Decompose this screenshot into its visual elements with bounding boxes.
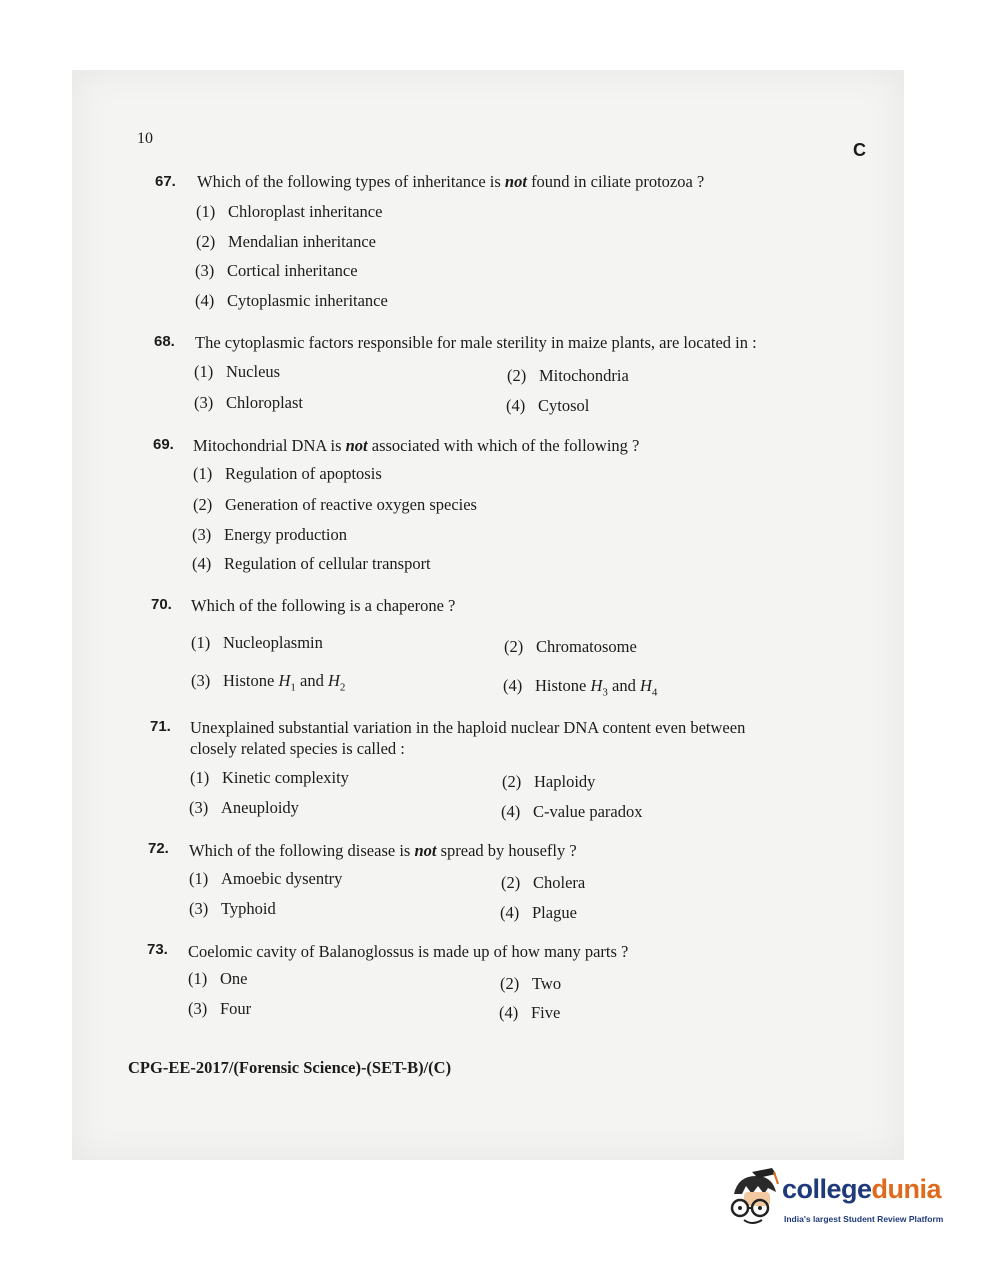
question-number: 67. [155, 173, 176, 190]
option: (4) C-value paradox [501, 802, 643, 821]
option: (3) Energy production [192, 525, 347, 544]
question-number: 71. [150, 718, 171, 735]
question-text: Mitochondrial DNA is not associated with which of the following ? [193, 436, 640, 455]
question-text: Coelomic cavity of Balanoglossus is made up of how many parts ? [188, 942, 629, 961]
question-text-line1: Unexplained substantial variation in the haploid nuclear DNA content even between [190, 718, 746, 737]
set-code: C [853, 140, 866, 160]
option: (3) Typhoid [189, 899, 276, 918]
option: (3) Cortical inheritance [195, 261, 358, 280]
option: (4) Regulation of cellular transport [192, 554, 431, 573]
option: (3) Aneuploidy [189, 798, 299, 817]
option: (1) Nucleoplasmin [191, 633, 323, 652]
footer-code: CPG-EE-2017/(Forensic Science)-(SET-B)/(C) [128, 1058, 452, 1077]
option: (1) Nucleus [194, 362, 281, 381]
option: (4) Histone $H_3$ and $H_4$ [503, 676, 658, 699]
option: (1) Kinetic complexity [190, 768, 349, 787]
option: (4) Plague [500, 903, 577, 922]
option: (3) Histone $H_1$ and $H_2$ [191, 671, 346, 694]
option: (4) Five [499, 1003, 561, 1022]
question-number: 68. [154, 333, 175, 350]
question-text: Which of the following disease is not spread by housefly ? [189, 841, 577, 860]
option: (2) Mendalian inheritance [196, 232, 376, 251]
question-text: Which of the following is a chaperone ? [191, 596, 456, 615]
option: (2) Two [500, 974, 562, 993]
option: (4) Cytosol [506, 396, 590, 415]
question-text: The cytoplasmic factors responsible for male sterility in maize plants, are located in : [195, 333, 757, 352]
option: (2) Cholera [501, 873, 586, 892]
collegedunia-logo [728, 1168, 958, 1238]
question-number: 73. [147, 941, 168, 958]
question-text-line2: closely related species is called : [190, 739, 405, 758]
option: (2) Haploidy [502, 772, 596, 791]
option: (2) Chromatosome [504, 637, 637, 656]
question-text: Which of the following types of inheritance is not found in ciliate protozoa ? [197, 172, 705, 191]
page-number: 10 [137, 130, 153, 147]
mascot-icon [728, 1168, 782, 1230]
option: (4) Cytoplasmic inheritance [195, 291, 388, 310]
option: (1) Regulation of apoptosis [193, 464, 382, 483]
option: (2) Mitochondria [507, 366, 629, 385]
question-number: 72. [148, 840, 169, 857]
logo-tagline: India's largest Student Review Platform [784, 1214, 944, 1224]
option: (3) Chloroplast [194, 393, 303, 412]
logo-wordmark: collegedunia [782, 1174, 942, 1204]
question-number: 69. [153, 436, 174, 453]
option: (1) Chloroplast inheritance [196, 202, 383, 221]
option: (1) Amoebic dysentry [189, 869, 343, 888]
question-number: 70. [151, 596, 172, 613]
option: (2) Generation of reactive oxygen species [193, 495, 477, 514]
option: (3) Four [188, 999, 252, 1018]
option: (1) One [188, 969, 248, 988]
